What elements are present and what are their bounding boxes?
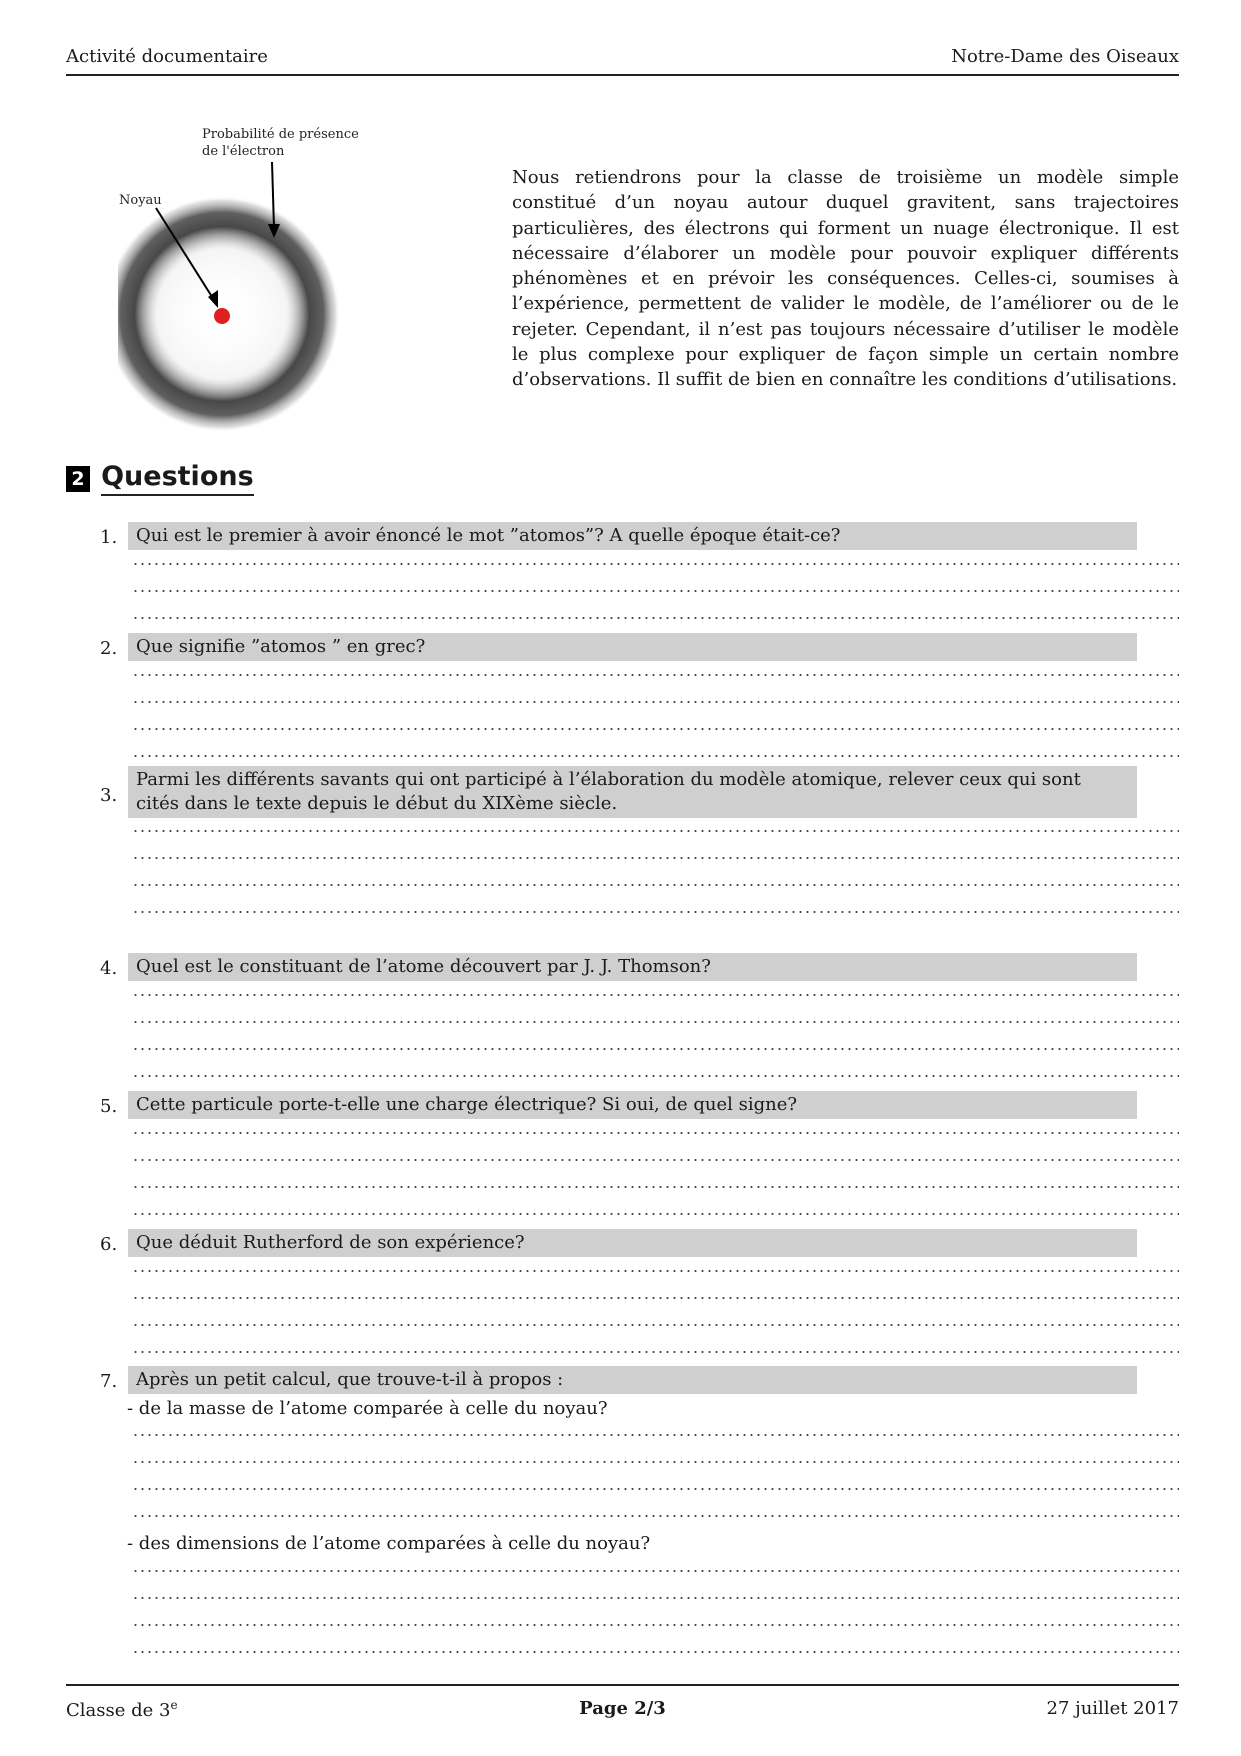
answer-line[interactable] (132, 1488, 1179, 1490)
header-left: Activité documentaire (66, 46, 268, 67)
section-heading (66, 461, 254, 496)
answer-line[interactable] (132, 1186, 1179, 1188)
question-number: 6. (100, 1234, 118, 1255)
answer-line[interactable] (132, 1270, 1179, 1272)
question-text: Que déduit Rutherford de son expérience? (128, 1229, 1137, 1257)
answer-line[interactable] (132, 1132, 1179, 1134)
answer-line[interactable] (132, 1213, 1179, 1215)
answer-line[interactable] (132, 1351, 1179, 1353)
question-number: 7. (100, 1371, 118, 1392)
question-number: 2. (100, 638, 118, 659)
question-7-sub-b: - des dimensions de l’atome comparées à celle du noyau? (127, 1533, 651, 1554)
answer-line[interactable] (132, 755, 1179, 757)
answer-line[interactable] (132, 617, 1179, 619)
answer-line[interactable] (132, 857, 1179, 859)
section-title: Questions (101, 461, 254, 496)
answer-line[interactable] (132, 1021, 1179, 1023)
question-text: Que signifie ”atomos ” en grec? (128, 633, 1137, 661)
atom-cloud-figure (118, 124, 368, 439)
question-text: Parmi les différents savants qui ont participé à l’élaboration du modèle atomique, relever ceux qui sont cités dans le texte depuis le début du XIXème siècle. (128, 766, 1137, 818)
figure-label-nucleus: Noyau (119, 193, 162, 208)
question-number: 3. (100, 785, 118, 806)
section-number: 2 (66, 466, 90, 492)
answer-line[interactable] (132, 1434, 1179, 1436)
question-7-sub-a: - de la masse de l’atome comparée à celle du noyau? (127, 1398, 608, 1419)
question-text: Après un petit calcul, que trouve-t-il à propos : (128, 1366, 1137, 1394)
footer-class: Classe de 3e (66, 1698, 178, 1721)
answer-line[interactable] (132, 728, 1179, 730)
answer-line[interactable] (132, 1624, 1179, 1626)
question-number: 5. (100, 1096, 118, 1117)
footer-page-number: Page 2/3 (579, 1698, 666, 1719)
question-text: Qui est le premier à avoir énoncé le mot ”atomos”? A quelle époque était-ce? (128, 522, 1137, 550)
answer-line[interactable] (132, 563, 1179, 565)
page-header (66, 46, 1179, 76)
answer-line[interactable] (132, 1651, 1179, 1653)
intro-paragraph: Nous retiendrons pour la classe de troisième un modèle simple constitué d’un noyau autour duquel gravitent, sans trajectoires particulières, des électrons qui forment un nuage électronique. Il est nécessaire d’élaborer un modèle pour pouvoir expliquer différents phénomènes et en prévoir les conséquences. Celles-ci, soumises à l’expérience, permettent de valider le modèle, de l’améliorer ou de le rejeter. Cependant, il n’est pas toujours nécessaire d’utiliser le modèle le plus complexe pour expliquer de façon simple un certain nombre d’observations. Il suffit de bien en connaître les conditions d’utilisations. (512, 167, 1179, 391)
answer-line[interactable] (132, 1297, 1179, 1299)
figure-label-cloud-2: de l'électron (202, 144, 285, 159)
question-number: 4. (100, 958, 118, 979)
answer-line[interactable] (132, 1075, 1179, 1077)
header-right: Notre-Dame des Oiseaux (951, 46, 1179, 67)
answer-line[interactable] (132, 1570, 1179, 1572)
answer-line[interactable] (132, 674, 1179, 676)
answer-line[interactable] (132, 1324, 1179, 1326)
footer-class-sup: e (170, 1698, 178, 1712)
answer-line[interactable] (132, 994, 1179, 996)
answer-line[interactable] (132, 1159, 1179, 1161)
figure-label-cloud-1: Probabilité de présence (202, 127, 359, 142)
page-footer (66, 1684, 1179, 1726)
answer-line[interactable] (132, 1515, 1179, 1517)
answer-line[interactable] (132, 590, 1179, 592)
question-text: Cette particule porte-t-elle une charge électrique? Si oui, de quel signe? (128, 1091, 1137, 1119)
answer-line[interactable] (132, 1597, 1179, 1599)
answer-line[interactable] (132, 830, 1179, 832)
question-text: Quel est le constituant de l’atome découvert par J. J. Thomson? (128, 953, 1137, 981)
footer-date: 27 juillet 2017 (1046, 1698, 1179, 1719)
question-number: 1. (100, 527, 118, 548)
answer-line[interactable] (132, 1048, 1179, 1050)
answer-line[interactable] (132, 884, 1179, 886)
answer-line[interactable] (132, 1461, 1179, 1463)
nucleus (214, 308, 230, 324)
answer-line[interactable] (132, 911, 1179, 913)
answer-line[interactable] (132, 701, 1179, 703)
